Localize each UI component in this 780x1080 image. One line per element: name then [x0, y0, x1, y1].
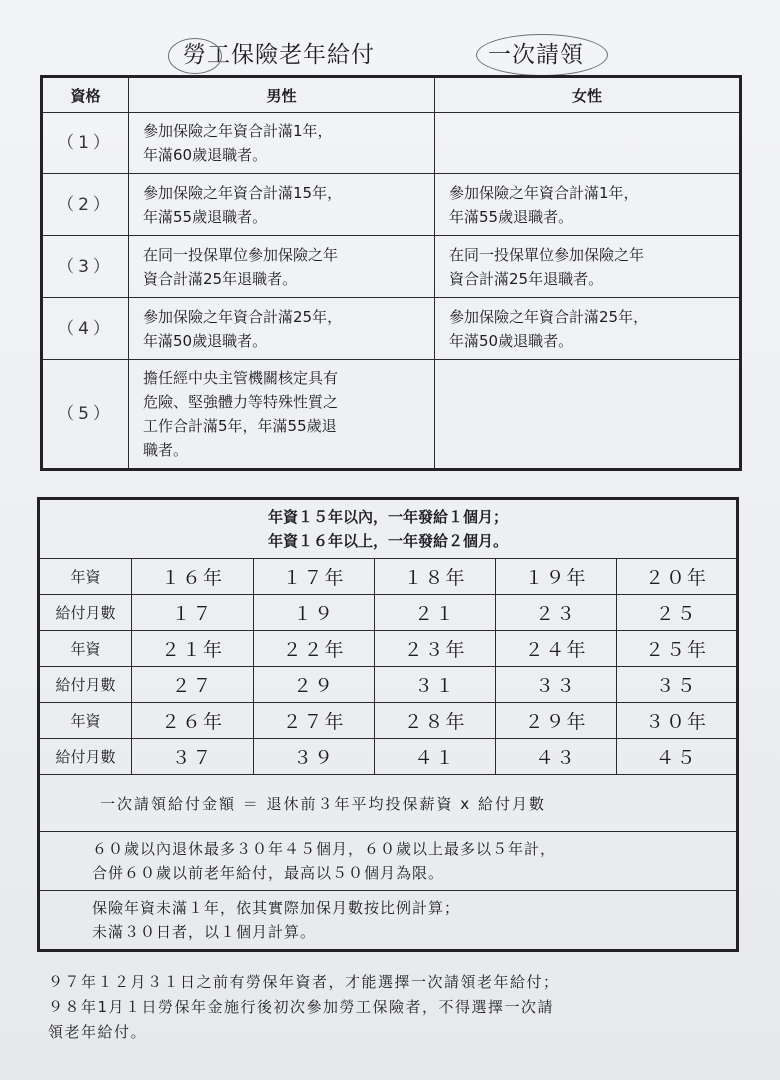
payout-rule-line: 年資１６年以上，一年發給２個月。: [267, 532, 508, 550]
note-line: ６０歲以內退休最多３０年４５個月，６０歲以上最多以５年計，: [92, 840, 557, 858]
months-cell: ３５: [616, 667, 737, 703]
condition-line: 職者。: [143, 441, 189, 459]
condition-line: 參加保險之年資合計滿15年，: [143, 183, 343, 202]
condition-line: 年滿50歲退職者。: [143, 331, 268, 350]
female-condition: [435, 298, 741, 360]
months-cell: ４５: [616, 739, 737, 775]
eligibility-header-row: [42, 77, 741, 113]
years-cell: ２９年: [495, 703, 616, 739]
months-label: 給付月數: [39, 667, 132, 703]
note-line: 未滿３０日者，以１個月計算。: [92, 923, 317, 941]
condition-number: （4）: [42, 298, 129, 360]
years-cell: ２８年: [375, 703, 496, 739]
formula-row: [39, 775, 738, 832]
footer-line: 領老年給付。: [48, 1023, 148, 1041]
condition-line: 資合計滿25年退職者。: [143, 269, 298, 288]
proration-note: [39, 891, 738, 951]
months-cell: ３９: [254, 739, 375, 775]
footer-line: ９８年1月１日勞保年金施行後初次參加勞工保險者，不得選擇一次請: [48, 998, 555, 1016]
eligibility-table: [40, 75, 742, 471]
male-condition: [129, 236, 435, 298]
months-cell: ３１: [375, 667, 496, 703]
condition-line: 年滿50歲退職者。: [449, 331, 574, 350]
male-condition: [129, 174, 435, 236]
months-cell: ２９: [254, 667, 375, 703]
header-female: 女性: [435, 77, 741, 113]
condition-line: 工作合計滿5年，年滿55歲退: [143, 417, 337, 435]
months-cell: ２３: [495, 595, 616, 631]
hand-drawn-circle-icon: [476, 34, 608, 76]
years-label: 年資: [39, 559, 132, 595]
years-row: [39, 559, 738, 595]
table-row: [42, 113, 741, 174]
years-cell: ２６年: [132, 703, 254, 739]
condition-number: （2）: [42, 174, 129, 236]
footer-note: [48, 970, 748, 1045]
years-cell: ２４年: [495, 631, 616, 667]
table-row: [42, 298, 741, 360]
condition-line: 年滿60歲退職者。: [143, 146, 268, 164]
condition-line: 年滿55歲退職者。: [143, 207, 268, 226]
years-cell: １９年: [495, 559, 616, 595]
months-cell: ４３: [495, 739, 616, 775]
condition-line: 資合計滿25年退職者。: [449, 269, 604, 288]
payout-rule-line: 年資１５年以內，一年發給１個月；: [267, 508, 508, 526]
payout-table: [37, 497, 739, 952]
female-condition: [435, 236, 741, 298]
condition-line: 參加保險之年資合計滿1年，: [143, 122, 333, 140]
months-row: [39, 595, 738, 631]
months-cell: ３３: [495, 667, 616, 703]
months-row: [39, 667, 738, 703]
female-condition: [435, 360, 741, 470]
years-label: 年資: [39, 703, 132, 739]
months-cell: ２１: [375, 595, 496, 631]
payment-formula: 一次請領給付金額 ＝ 退休前３年平均投保薪資 x 給付月數: [39, 775, 738, 832]
years-row: [39, 631, 738, 667]
footer-line: ９７年１２月３１日之前有勞保年資者，才能選擇一次請領老年給付；: [48, 973, 560, 991]
title-benefit: 勞工保險老年給付: [183, 42, 375, 68]
months-label: 給付月數: [39, 739, 132, 775]
condition-line: 在同一投保單位參加保險之年: [449, 245, 645, 264]
years-label: 年資: [39, 631, 132, 667]
male-condition: [129, 360, 435, 470]
note-row: [39, 832, 738, 891]
hand-drawn-circle-icon: [168, 38, 222, 74]
condition-line: 年滿55歲退職者。: [449, 207, 574, 226]
age-limit-note: [39, 832, 738, 891]
condition-number: （5）: [42, 360, 129, 470]
note-row: [39, 891, 738, 951]
months-cell: ２５: [616, 595, 737, 631]
months-cell: １９: [254, 595, 375, 631]
years-cell: ２７年: [254, 703, 375, 739]
table-row: [42, 236, 741, 298]
payout-header-row: [39, 499, 738, 559]
title-lump-sum: 一次請領: [488, 42, 584, 68]
years-cell: ２１年: [132, 631, 254, 667]
condition-line: 參加保險之年資合計滿25年，: [449, 307, 649, 326]
years-cell: １６年: [132, 559, 254, 595]
condition-line: 參加保險之年資合計滿1年，: [449, 183, 639, 202]
male-condition: [129, 298, 435, 360]
condition-number: （1）: [42, 113, 129, 174]
male-condition: [129, 113, 435, 174]
condition-number: （3）: [42, 236, 129, 298]
page-title: [0, 34, 780, 74]
months-cell: １７: [132, 595, 254, 631]
condition-line: 參加保險之年資合計滿25年，: [143, 307, 343, 326]
header-eligibility: 資格: [42, 77, 129, 113]
years-cell: ２３年: [375, 631, 496, 667]
years-cell: ２２年: [254, 631, 375, 667]
months-row: [39, 739, 738, 775]
years-cell: ２５年: [616, 631, 737, 667]
note-line: 合併６０歲以前老年給付，最高以５０個月為限。: [92, 864, 445, 882]
note-line: 保險年資未滿１年，依其實際加保月數按比例計算；: [92, 899, 461, 917]
table-row: [42, 174, 741, 236]
years-cell: １８年: [375, 559, 496, 595]
years-cell: ２０年: [616, 559, 737, 595]
years-cell: ３０年: [616, 703, 737, 739]
payout-rule: [39, 499, 738, 559]
table-row: [42, 360, 741, 470]
years-cell: １７年: [254, 559, 375, 595]
header-male: 男性: [129, 77, 435, 113]
months-label: 給付月數: [39, 595, 132, 631]
condition-line: 在同一投保單位參加保險之年: [143, 245, 339, 264]
female-condition: [435, 113, 741, 174]
female-condition: [435, 174, 741, 236]
months-cell: ３７: [132, 739, 254, 775]
years-row: [39, 703, 738, 739]
condition-line: 危險、堅強體力等特殊性質之: [143, 393, 339, 411]
months-cell: ２７: [132, 667, 254, 703]
condition-line: 擔任經中央主管機關核定具有: [143, 369, 339, 387]
months-cell: ４１: [375, 739, 496, 775]
